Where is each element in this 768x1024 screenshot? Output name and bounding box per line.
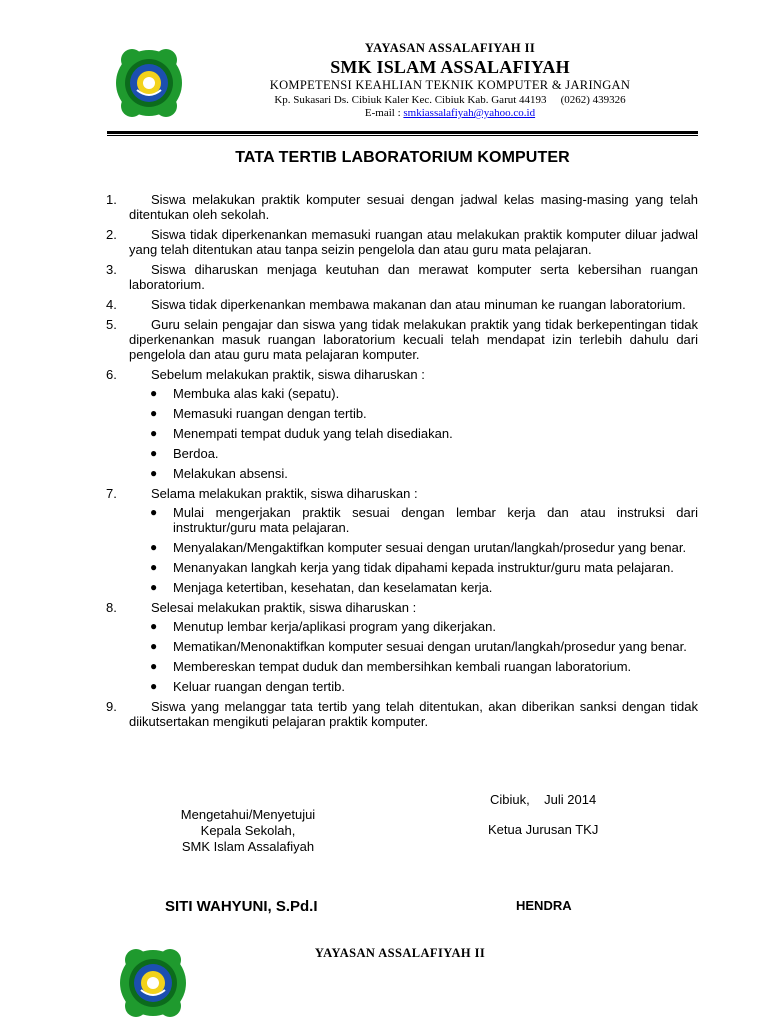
rule-text: Selama melakukan praktik, siswa diharuskan : <box>151 486 418 501</box>
rule-item <box>104 262 698 292</box>
rule-item <box>104 297 698 312</box>
subitem-text: Melakukan absensi. <box>173 466 288 481</box>
rule-item <box>104 192 698 222</box>
bullet-icon: ● <box>150 659 158 673</box>
bullet-icon: ● <box>150 466 158 480</box>
rule-item <box>104 227 698 257</box>
rule-number: 4. <box>106 297 117 312</box>
competency-line: KOMPETENSI KEAHLIAN TEKNIK KOMPUTER & JARINGAN <box>269 78 631 92</box>
rule-number: 1. <box>106 192 117 207</box>
subitem-text: Menutup lembar kerja/aplikasi program yang dikerjakan. <box>173 619 496 634</box>
school-name: SMK ISLAM ASSALAFIYAH <box>330 57 570 77</box>
place-date: Cibiuk, Juli 2014 <box>490 792 597 807</box>
rule-subitem <box>150 560 698 575</box>
rule-subitem <box>150 580 698 595</box>
rules-list <box>104 192 698 734</box>
bullet-icon: ● <box>150 505 158 519</box>
rule-text: Siswa melakukan praktik komputer sesuai dengan jadwal kelas masing-masing yang telah ditentukan oleh sekolah. <box>129 192 698 222</box>
header-divider-thick <box>107 131 698 134</box>
subitem-text: Berdoa. <box>173 446 219 461</box>
rule-number: 9. <box>106 699 117 714</box>
email-label: E-mail : <box>364 107 404 119</box>
bullet-icon: ● <box>150 619 158 633</box>
rule-sublist <box>129 619 698 694</box>
school-logo <box>116 946 190 1020</box>
bullet-icon: ● <box>150 446 158 460</box>
rule-text: Siswa tidak diperkenankan memasuki ruangan atau melakukan praktik komputer diluar jadwal yang telah ditentukan atau tanpa seizin pengelola dan atau guru mata pelajaran. <box>129 227 698 257</box>
rule-item <box>104 600 698 694</box>
subitem-text: Keluar ruangan dengan tertib. <box>173 679 346 694</box>
approval-block <box>178 807 318 855</box>
subitem-text: Memasuki ruangan dengan tertib. <box>173 406 367 421</box>
subitem-text: Membuka alas kaki (sepatu). <box>173 386 340 401</box>
rule-number: 5. <box>106 317 117 332</box>
bullet-icon: ● <box>150 560 158 574</box>
bullet-icon: ● <box>150 679 158 693</box>
rule-number: 7. <box>106 486 117 501</box>
rule-number: 3. <box>106 262 117 277</box>
rule-text: Selesai melakukan praktik, siswa diharuskan : <box>151 600 417 615</box>
bullet-icon: ● <box>150 426 158 440</box>
rule-subitem <box>150 466 698 481</box>
bullet-icon: ● <box>150 540 158 554</box>
rule-item <box>104 486 698 595</box>
address-line: Kp. Sukasari Ds. Cibiuk Kaler Kec. Cibiuk Kab. Garut 44193   (0262) 439326 <box>274 94 626 106</box>
school-logo <box>112 46 186 120</box>
rule-subitem <box>150 426 698 441</box>
rule-text: Siswa yang melanggar tata tertib yang telah ditentukan, akan diberikan sanksi dengan tidak diikutsertakan mengikuti pelajaran praktik komputer. <box>129 699 698 729</box>
rule-number: 8. <box>106 600 117 615</box>
bullet-icon: ● <box>150 639 158 653</box>
subitem-text: Menempati tempat duduk yang telah disediakan. <box>173 426 453 441</box>
rule-text: Sebelum melakukan praktik, siswa diharuskan : <box>151 367 425 382</box>
rule-subitem <box>150 659 698 674</box>
footer-foundation-name: YAYASAN ASSALAFIYAH II <box>314 946 486 960</box>
rule-subitem <box>150 619 698 634</box>
rule-text: Siswa tidak diperkenankan membawa makanan dan atau minuman ke ruangan laboratorium. <box>151 297 686 312</box>
document-title: TATA TERTIB LABORATORIUM KOMPUTER <box>235 149 570 166</box>
email-line <box>190 107 710 119</box>
rule-subitem <box>150 679 698 694</box>
bullet-icon: ● <box>150 580 158 594</box>
department-head-title: Ketua Jurusan TKJ <box>488 822 599 837</box>
header-divider-thin <box>107 135 698 136</box>
rule-item <box>104 367 698 481</box>
rule-subitem <box>150 386 698 401</box>
rule-number: 6. <box>106 367 117 382</box>
rule-item <box>104 317 698 362</box>
rule-sublist <box>129 505 698 595</box>
rule-subitem <box>150 505 698 535</box>
approval-line: SMK Islam Assalafiyah <box>181 839 315 854</box>
rule-text: Siswa diharuskan menjaga keutuhan dan merawat komputer serta kebersihan ruangan laboratorium. <box>129 262 698 292</box>
rule-subitem <box>150 639 698 654</box>
principal-name: SITI WAHYUNI, S.Pd.I <box>165 898 318 915</box>
rule-text: Guru selain pengajar dan siswa yang tidak melakukan praktik yang tidak berkepentingan tidak diperkenankan masuk ruangan laboratorium kecuali telah mendapat izin terlebih dahulu dari pengelola dan atau guru mata pelajaran komputer. <box>129 317 698 362</box>
subitem-text: Menanyakan langkah kerja yang tidak dipahami kepada instruktur/guru mata pelajaran. <box>173 560 674 575</box>
approval-line: Mengetahui/Menyetujui <box>180 807 316 822</box>
rule-subitem <box>150 406 698 421</box>
bullet-icon: ● <box>150 406 158 420</box>
rule-sublist <box>129 386 698 481</box>
subitem-text: Mulai mengerjakan praktik sesuai dengan lembar kerja dan atau instruksi dari instruktur/guru mata pelajaran. <box>173 505 698 535</box>
foundation-name: YAYASAN ASSALAFIYAH II <box>364 41 536 55</box>
subitem-text: Menyalakan/Mengaktifkan komputer sesuai dengan urutan/langkah/prosedur yang benar. <box>173 540 687 555</box>
approval-line: Kepala Sekolah, <box>200 823 296 838</box>
rule-item <box>104 699 698 729</box>
rule-subitem <box>150 446 698 461</box>
rule-subitem <box>150 540 698 555</box>
subitem-text: Membereskan tempat duduk dan membersihkan kembali ruangan laboratorium. <box>173 659 632 674</box>
subitem-text: Menjaga ketertiban, kesehatan, dan keselamatan kerja. <box>173 580 493 595</box>
bullet-icon: ● <box>150 386 158 400</box>
subitem-text: Mematikan/Menonaktifkan komputer sesuai dengan urutan/langkah/prosedur yang benar. <box>173 639 687 654</box>
department-head-name: HENDRA <box>516 898 572 913</box>
email-link[interactable]: smkiassalafiyah@yahoo.co.id <box>403 107 536 119</box>
rule-number: 2. <box>106 227 117 242</box>
